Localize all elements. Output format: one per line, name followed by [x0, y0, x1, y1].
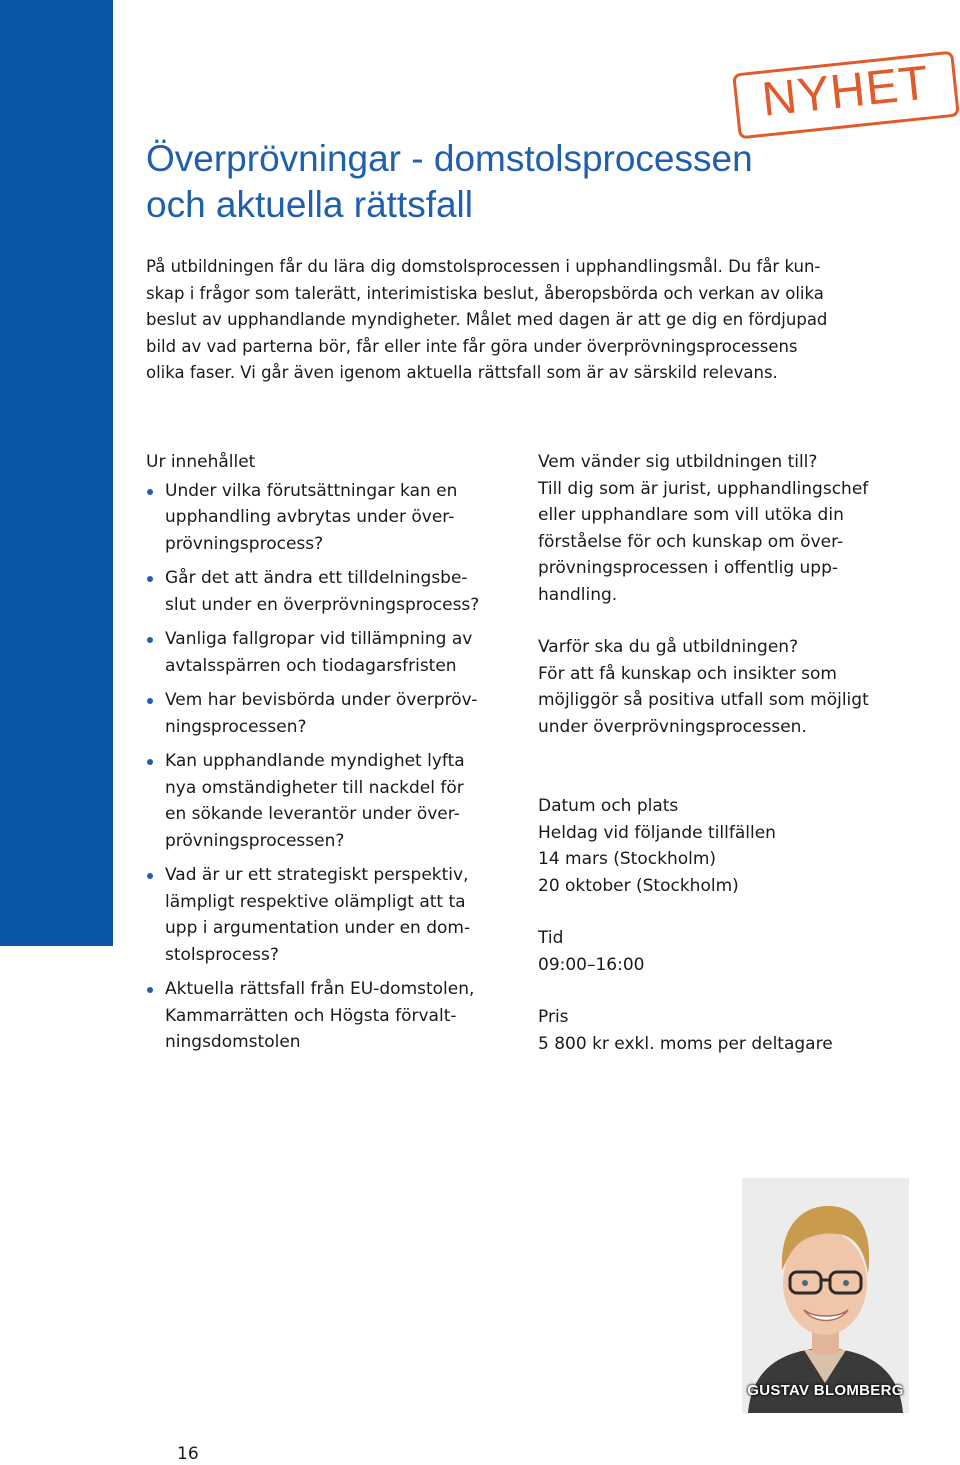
- new-stamp: NYHET: [732, 51, 960, 140]
- contents-column: [146, 449, 506, 1056]
- bullet-icon: [147, 873, 153, 879]
- list-item-line: ningsprocessen?: [165, 716, 307, 737]
- list-item-line: slut under en överprövningsprocess?: [165, 594, 480, 615]
- bullet-icon: [147, 698, 153, 704]
- dates-section: [538, 793, 918, 899]
- bullet-icon: [147, 637, 153, 643]
- list-item-line: en sökande leverantör under över-: [165, 804, 460, 824]
- list-item: [146, 565, 506, 618]
- dates-line: 14 mars (Stockholm): [538, 849, 717, 869]
- list-item-line: lämpligt respektive olämpligt att ta: [165, 891, 466, 912]
- list-item-line: ningsdomstolen: [165, 1032, 301, 1052]
- list-item-line: stolsprocess?: [165, 944, 279, 965]
- page-title: [146, 136, 753, 228]
- bullet-icon: [147, 759, 153, 765]
- side-accent-bar: [0, 0, 113, 946]
- intro-line: På utbildningen får du lära dig domstolsprocessen i upphandlingsmål. Du får kun-: [146, 257, 821, 276]
- dates-line: 20 oktober (Stockholm): [538, 875, 739, 896]
- intro-line: beslut av upphandlande myndigheter. Målet med dagen är att ge dig en fördjupad: [146, 310, 828, 329]
- bullet-icon: [147, 987, 153, 993]
- audience-heading: Vem vänder sig utbildningen till?: [538, 452, 818, 472]
- price-heading: Pris: [538, 1007, 569, 1027]
- list-item-line: Kammarrätten och Högsta förvalt-: [165, 1005, 457, 1026]
- list-item-line: Går det att ändra ett tilldelningsbe-: [165, 568, 468, 588]
- list-item-line: Aktuella rättsfall från EU-domstolen,: [165, 979, 475, 999]
- audience-line: Till dig som är jurist, upphandlingschef: [538, 478, 869, 499]
- list-item-line: nya omständigheter till nackdel för: [165, 777, 464, 798]
- intro-paragraph: [146, 254, 906, 387]
- bullet-icon: [147, 489, 153, 495]
- dates-line: Heldag vid följande tillfällen: [538, 822, 776, 843]
- why-heading: Varför ska du gå utbildningen?: [538, 637, 799, 657]
- info-column: [538, 449, 918, 1083]
- list-item-line: Under vilka förutsättningar kan en: [165, 480, 458, 501]
- intro-line: olika faser. Vi går även igenom aktuella rättsfall som är av särskild relevans.: [146, 363, 778, 382]
- speaker-caption: GUSTAV BLOMBERG: [747, 1382, 904, 1399]
- audience-section: [538, 449, 918, 608]
- list-item-line: prövningsprocess?: [165, 533, 324, 554]
- contents-list: [146, 478, 506, 1056]
- why-line: möjliggör så positiva utfall som möjligt: [538, 690, 869, 710]
- list-item: [146, 862, 506, 968]
- audience-line: förståelse för och kunskap om över-: [538, 531, 844, 552]
- title-line: Överprövningar - domstolsprocessen: [146, 138, 753, 179]
- speaker-photo: [742, 1178, 909, 1413]
- price-value: 5 800 kr exkl. moms per deltagare: [538, 1033, 833, 1054]
- dates-heading: Datum och plats: [538, 796, 679, 816]
- price-section: [538, 1004, 918, 1057]
- why-line: För att få kunskap och insikter som: [538, 663, 837, 684]
- list-item: [146, 976, 506, 1056]
- bullet-icon: [147, 576, 153, 582]
- page-number: 16: [177, 1444, 199, 1464]
- contents-heading: Ur innehållet: [146, 452, 256, 472]
- audience-line: handling.: [538, 584, 618, 605]
- audience-line: eller upphandlare som vill utöka din: [538, 505, 844, 525]
- list-item: [146, 687, 506, 740]
- audience-line: prövningsprocessen i offentlig upp-: [538, 558, 839, 578]
- list-item-line: Vem har bevisbörda under överpröv-: [165, 690, 478, 710]
- time-value: 09:00–16:00: [538, 954, 645, 975]
- list-item: [146, 748, 506, 854]
- list-item: [146, 626, 506, 679]
- list-item-line: upphandling avbrytas under över-: [165, 507, 455, 527]
- list-item-line: avtalsspärren och tiodagarsfristen: [165, 655, 457, 676]
- list-item-line: prövningsprocessen?: [165, 830, 345, 851]
- list-item-line: Vad är ur ett strategiskt perspektiv,: [165, 865, 469, 885]
- list-item-line: Kan upphandlande myndighet lyfta: [165, 751, 465, 771]
- why-section: [538, 634, 918, 740]
- intro-line: bild av vad parterna bör, får eller inte får göra under överprövningsprocessens: [146, 336, 798, 356]
- title-line: och aktuella rättsfall: [146, 184, 474, 225]
- intro-line: skap i frågor som talerätt, interimistiska beslut, åberopsbörda och verkan av olika: [146, 283, 824, 303]
- time-section: [538, 925, 918, 978]
- why-line: under överprövningsprocessen.: [538, 716, 807, 737]
- time-heading: Tid: [538, 928, 564, 948]
- list-item-line: Vanliga fallgropar vid tillämpning av: [165, 629, 473, 649]
- list-item-line: upp i argumentation under en dom-: [165, 918, 471, 938]
- list-item: [146, 478, 506, 558]
- portrait-illustration: [742, 1178, 909, 1413]
